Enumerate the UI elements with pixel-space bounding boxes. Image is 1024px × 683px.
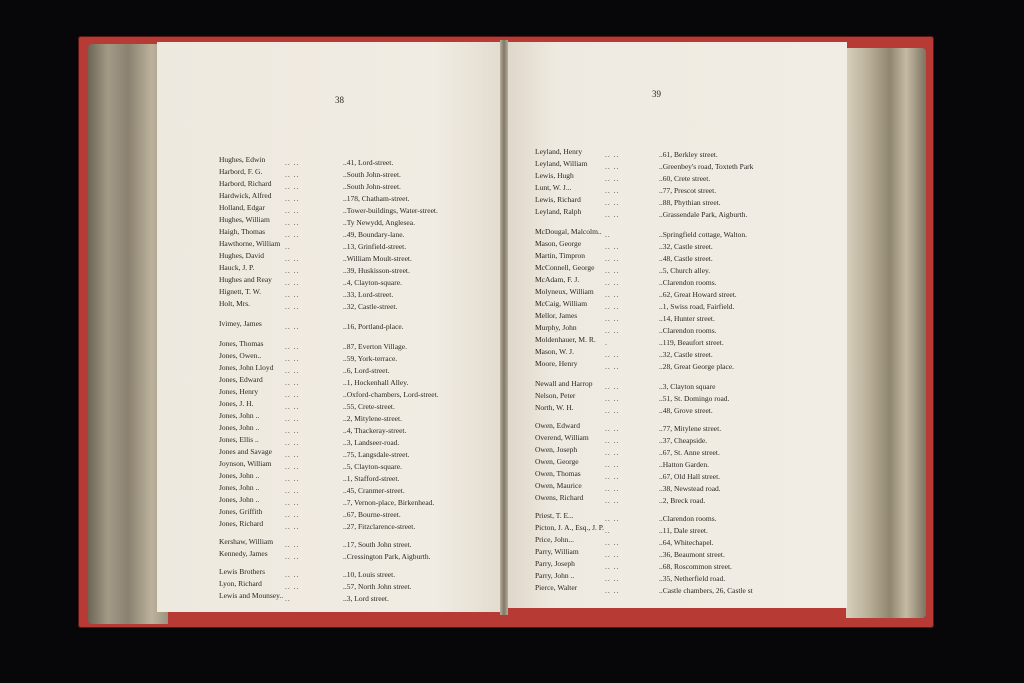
entry-name: Jones, Ellis .. (219, 435, 259, 444)
entry-name: McAdam, F. J. (535, 275, 580, 284)
entry-name: Pierce, Walter (535, 583, 578, 592)
entry-leader-dots: .. .. (285, 486, 300, 495)
entry-name: Leyland, Ralph (535, 207, 582, 216)
entry-address: ..5, Clayton-square. (343, 462, 402, 471)
entry-leader-dots: .. .. (605, 406, 620, 415)
entry-leader-dots: .. .. (285, 426, 300, 435)
entry-leader-dots: .. .. (285, 290, 300, 299)
entry-name: Owen, George (535, 457, 579, 466)
entry-address: ..William Moult-street. (343, 254, 412, 263)
entry-leader-dots: .. .. (605, 162, 620, 171)
entry-leader-dots: .. .. (285, 254, 300, 263)
entry-address: ..4, Thackeray-street. (343, 426, 407, 435)
entry-address: ..Castle chambers, 26, Castle st (659, 586, 753, 595)
entry-name: McDougal, Malcolm.. (535, 227, 602, 236)
entry-leader-dots: .. .. (605, 150, 620, 159)
entry-name: Lewis, Hugh (535, 171, 574, 180)
entry-name: Jones, J. H. (219, 399, 254, 408)
entry-leader-dots: .. .. (285, 540, 300, 549)
entry-address: ..60, Crete street. (659, 174, 711, 183)
entry-address: ..Oxford-chambers, Lord-street. (343, 390, 439, 399)
entry-address: ..7, Vernon-place, Birkenhead. (343, 498, 435, 507)
entry-name: Newall and Harrop (535, 379, 593, 388)
entry-address: ..37, Cheapside. (659, 436, 708, 445)
entry-address: ..10, Louis street. (343, 570, 396, 579)
entry-leader-dots: .. (605, 230, 611, 239)
entry-leader-dots: .. .. (285, 390, 300, 399)
entry-name: McCaig, William (535, 299, 588, 308)
entry-name: Picton, J. A., Esq., J. P. (535, 523, 604, 532)
entry-address: ..39, Huskisson-street. (343, 266, 410, 275)
entry-leader-dots: .. .. (285, 462, 300, 471)
entry-name: Jones, Edward (219, 375, 263, 384)
entry-name: Jones, John .. (219, 483, 260, 492)
entry-name: Hughes, William (219, 215, 270, 224)
entry-leader-dots: .. .. (605, 266, 620, 275)
entry-leader-dots: .. .. (605, 290, 620, 299)
entry-leader-dots: .. .. (285, 474, 300, 483)
page-edges-right (846, 48, 926, 618)
entry-name: Overend, William (535, 433, 589, 442)
entry-name: Lewis, Richard (535, 195, 581, 204)
entry-address: ..35, Netherfield road. (659, 574, 726, 583)
directory-entry (219, 518, 415, 532)
entry-leader-dots: .. .. (605, 562, 620, 571)
directory-entry (535, 492, 705, 506)
entry-leader-dots: .. .. (605, 210, 620, 219)
entry-name: Holt, Mrs. (219, 299, 251, 308)
entry-name: Owen, Maurice (535, 481, 582, 490)
entry-address: ..Ty Newydd, Anglesea. (343, 218, 415, 227)
entry-name: Parry, Joseph (535, 559, 575, 568)
directory-entry (219, 548, 431, 562)
directory-entry (535, 206, 747, 220)
entry-name: Kennedy, James (219, 549, 268, 558)
entry-leader-dots: .. .. (605, 198, 620, 207)
entry-address: ..87, Everton Village. (343, 342, 407, 351)
entry-leader-dots: .. .. (285, 322, 300, 331)
entry-name: Mason, George (535, 239, 582, 248)
entry-leader-dots: .. .. (285, 218, 300, 227)
entry-address: ..1, Stafford-street. (343, 474, 400, 483)
entry-leader-dots: .. .. (285, 206, 300, 215)
directory-entry (535, 402, 713, 416)
entry-leader-dots: .. .. (605, 448, 620, 457)
entry-name: Harbord, Richard (219, 179, 272, 188)
book-gutter (500, 40, 508, 615)
entry-name: Jones, Griffith (219, 507, 263, 516)
entry-name: North, W. H. (535, 403, 574, 412)
entry-address: ..61, Berkley street. (659, 150, 718, 159)
entry-name: Harbord, F. G. (219, 167, 263, 176)
entry-leader-dots: .. .. (285, 378, 300, 387)
entry-address: ..77, Prescot street. (659, 186, 717, 195)
entry-leader-dots: .. .. (605, 436, 620, 445)
entry-name: Parry, William (535, 547, 579, 556)
entry-name: Hauck, J. P. (219, 263, 255, 272)
page-number: 38 (335, 95, 344, 105)
entry-address: ..2, Mitylene-street. (343, 414, 402, 423)
entry-name: Jones, John Lloyd (219, 363, 274, 372)
entry-leader-dots: .. .. (285, 354, 300, 363)
entry-name: Haigh, Thomas (219, 227, 266, 236)
entry-leader-dots: .. .. (605, 302, 620, 311)
entry-leader-dots: .. .. (285, 194, 300, 203)
entry-leader-dots: .. .. (605, 394, 620, 403)
entry-name: Holland, Edgar (219, 203, 265, 212)
entry-address: ..41, Lord-street. (343, 158, 394, 167)
entry-address: ..55, Crete-street. (343, 402, 395, 411)
entry-address: ..64, Whitechapel. (659, 538, 714, 547)
entry-address: ..South John-street. (343, 182, 401, 191)
entry-leader-dots: .. .. (605, 362, 620, 371)
entry-leader-dots: .. .. (605, 496, 620, 505)
entry-name: Owen, Edward (535, 421, 580, 430)
entry-leader-dots: .. .. (605, 514, 620, 523)
entry-name: Molyneux, William (535, 287, 594, 296)
entry-name: Moore, Henry (535, 359, 578, 368)
entry-name: Nelson, Peter (535, 391, 576, 400)
entry-name: McConnell, George (535, 263, 595, 272)
entry-address: ..Tower-buildings, Water-street. (343, 206, 438, 215)
entry-leader-dots: .. .. (605, 574, 620, 583)
entry-address: ..32, Castle street. (659, 350, 713, 359)
entry-address: ..4, Clayton-square. (343, 278, 402, 287)
entry-address: ..3, Lord street. (343, 594, 389, 603)
entry-name: Lewis and Mounsey.. (219, 591, 284, 600)
entry-address: ..67, Bourne-street. (343, 510, 401, 519)
entry-leader-dots: .. .. (605, 242, 620, 251)
entry-address: ..14, Hunter street. (659, 314, 715, 323)
entry-name: Hawthorne, William (219, 239, 281, 248)
entry-name: Hughes, Edwin (219, 155, 266, 164)
entry-name: Jones, John .. (219, 411, 260, 420)
entry-address: ..Clarendon rooms. (659, 326, 717, 335)
entry-address: ..119, Beaufort street. (659, 338, 724, 347)
entry-leader-dots: .. .. (285, 170, 300, 179)
entry-name: Joynson, William (219, 459, 272, 468)
entry-address: ..57, North John street. (343, 582, 412, 591)
entry-leader-dots: .. .. (285, 158, 300, 167)
entry-address: ..178, Chatham-street. (343, 194, 410, 203)
entry-name: Lunt, W. J... (535, 183, 572, 192)
directory-entry (219, 318, 404, 332)
entry-address: ..16, Portland-place. (343, 322, 404, 331)
entry-address: ..62, Great Howard street. (659, 290, 737, 299)
entry-name: Hignett, T. W. (219, 287, 262, 296)
entry-address: ..6, Lord-street. (343, 366, 390, 375)
right-page (505, 42, 847, 608)
entry-leader-dots: .. .. (605, 382, 620, 391)
entry-leader-dots: .. .. (285, 510, 300, 519)
entry-name: Jones, Richard (219, 519, 264, 528)
entry-name: Leyland, Henry (535, 147, 583, 156)
entry-address: ..67, Old Hall street. (659, 472, 721, 481)
entry-leader-dots: .. .. (605, 186, 620, 195)
entry-leader-dots: .. .. (605, 424, 620, 433)
entry-name: Lyon, Richard (219, 579, 262, 588)
entry-name: Hughes, David (219, 251, 264, 260)
entry-address: ..Greenbey's road, Toxteth Park (659, 162, 754, 171)
entry-address: ..32, Castle street. (659, 242, 713, 251)
entry-leader-dots: .. .. (605, 278, 620, 287)
entry-address: ..68, Roscommon street. (659, 562, 732, 571)
entry-leader-dots: .. .. (605, 538, 620, 547)
entry-name: Mellor, James (535, 311, 578, 320)
entry-leader-dots: .. .. (605, 460, 620, 469)
entry-address: ..1, Swiss road, Fairfield. (659, 302, 735, 311)
entry-name: Murphy, John (535, 323, 577, 332)
entry-name: Hardwick, Alfred (219, 191, 272, 200)
entry-leader-dots: .. .. (605, 254, 620, 263)
entry-name: Jones and Savage (219, 447, 272, 456)
entry-name: Jones, Owen.. (219, 351, 262, 360)
entry-address: ..51, St. Domingo road. (659, 394, 730, 403)
entry-name: Priest, T. E... (535, 511, 574, 520)
entry-address: ..3, Clayton square (659, 382, 716, 391)
entry-name: Jones, John .. (219, 423, 260, 432)
entry-leader-dots: .. .. (285, 522, 300, 531)
entry-address: ..Springfield cottage, Walton. (659, 230, 747, 239)
entry-leader-dots: . (605, 338, 608, 347)
directory-entry (219, 590, 389, 604)
entry-leader-dots: .. .. (285, 366, 300, 375)
entry-address: ..32, Castle-street. (343, 302, 398, 311)
entry-leader-dots: .. .. (285, 230, 300, 239)
entry-address: ..48, Grove street. (659, 406, 713, 415)
entry-leader-dots: .. .. (605, 472, 620, 481)
entry-address: ..77, Mitylene street. (659, 424, 722, 433)
entry-leader-dots: .. .. (605, 484, 620, 493)
entry-name: Jones, John .. (219, 471, 260, 480)
entry-name: Lewis Brothers (219, 567, 266, 576)
page-number: 39 (652, 89, 661, 99)
entry-leader-dots: .. .. (285, 498, 300, 507)
entry-name: Leyland, William (535, 159, 588, 168)
entry-leader-dots: .. .. (285, 582, 300, 591)
left-page (157, 42, 503, 612)
entry-address: ..75, Langsdale-street. (343, 450, 410, 459)
entry-address: ..South John-street. (343, 170, 401, 179)
entry-address: ..Grassendale Park, Aigburth. (659, 210, 748, 219)
entry-address: ..48, Castle street. (659, 254, 713, 263)
entry-name: Owens, Richard (535, 493, 584, 502)
entry-name: Ivimey, James (219, 319, 262, 328)
entry-address: ..17, South John street. (343, 540, 412, 549)
entry-leader-dots: .. .. (605, 314, 620, 323)
entry-leader-dots: .. .. (605, 326, 620, 335)
entry-address: ..1, Hockenhall Alley. (343, 378, 409, 387)
entry-address: ..33, Lord-street. (343, 290, 394, 299)
entry-address: ..Clarendon rooms. (659, 278, 717, 287)
entry-leader-dots: .. .. (285, 278, 300, 287)
entry-address: ..13, Grinfield-street. (343, 242, 407, 251)
entry-leader-dots: .. .. (605, 550, 620, 559)
entry-address: ..Cressington Park, Aigburth. (343, 552, 431, 561)
entry-name: Owen, Joseph (535, 445, 578, 454)
entry-address: ..3, Landseer-road. (343, 438, 400, 447)
entry-leader-dots: .. .. (285, 450, 300, 459)
directory-entry (535, 582, 753, 596)
entry-address: ..49, Boundary-lane. (343, 230, 405, 239)
entry-leader-dots: .. .. (285, 552, 300, 561)
entry-address: ..Hatton Garden. (659, 460, 709, 469)
entry-name: Price, John... (535, 535, 574, 544)
entry-leader-dots: .. .. (285, 342, 300, 351)
entry-leader-dots: .. (605, 526, 611, 535)
entry-address: ..45, Cranmer-street. (343, 486, 405, 495)
page-edges-left (88, 44, 168, 624)
entry-name: Kershaw, William (219, 537, 274, 546)
entry-address: ..28, Great George place. (659, 362, 735, 371)
entry-leader-dots: .. .. (285, 414, 300, 423)
entry-leader-dots: .. .. (285, 182, 300, 191)
entry-leader-dots: .. (285, 242, 291, 251)
entry-address: ..59, York-terrace. (343, 354, 398, 363)
entry-address: ..88, Phythian street. (659, 198, 721, 207)
entry-address: ..Clarendon rooms. (659, 514, 717, 523)
entry-leader-dots: .. .. (605, 350, 620, 359)
entry-name: Jones, Thomas (219, 339, 264, 348)
entry-leader-dots: .. .. (285, 266, 300, 275)
entry-leader-dots: .. .. (285, 570, 300, 579)
entry-leader-dots: .. (285, 594, 291, 603)
entry-address: ..36, Beaumont street. (659, 550, 725, 559)
entry-leader-dots: .. .. (605, 586, 620, 595)
entry-leader-dots: .. .. (285, 402, 300, 411)
entry-leader-dots: .. .. (605, 174, 620, 183)
entry-name: Jones, Henry (219, 387, 259, 396)
entry-name: Moldenhauer, M. R. (535, 335, 596, 344)
entry-name: Parry, John .. (535, 571, 575, 580)
entry-address: ..27, Fitzclarence-street. (343, 522, 416, 531)
entry-address: ..5, Church alley. (659, 266, 711, 275)
entry-address: ..11, Dale street. (659, 526, 708, 535)
entry-name: Mason, W. J. (535, 347, 574, 356)
entry-address: ..67, St. Anne street. (659, 448, 720, 457)
entry-name: Hughes and Reay (219, 275, 272, 284)
entry-leader-dots: .. .. (285, 302, 300, 311)
entry-name: Jones, John .. (219, 495, 260, 504)
entry-leader-dots: .. .. (285, 438, 300, 447)
entry-name: Owen, Thomas (535, 469, 581, 478)
entry-address: ..2, Breck road. (659, 496, 706, 505)
entry-name: Martin, Timpron (535, 251, 586, 260)
directory-entry (219, 298, 397, 312)
entry-address: ..38, Newstead road. (659, 484, 721, 493)
directory-entry (535, 358, 734, 372)
